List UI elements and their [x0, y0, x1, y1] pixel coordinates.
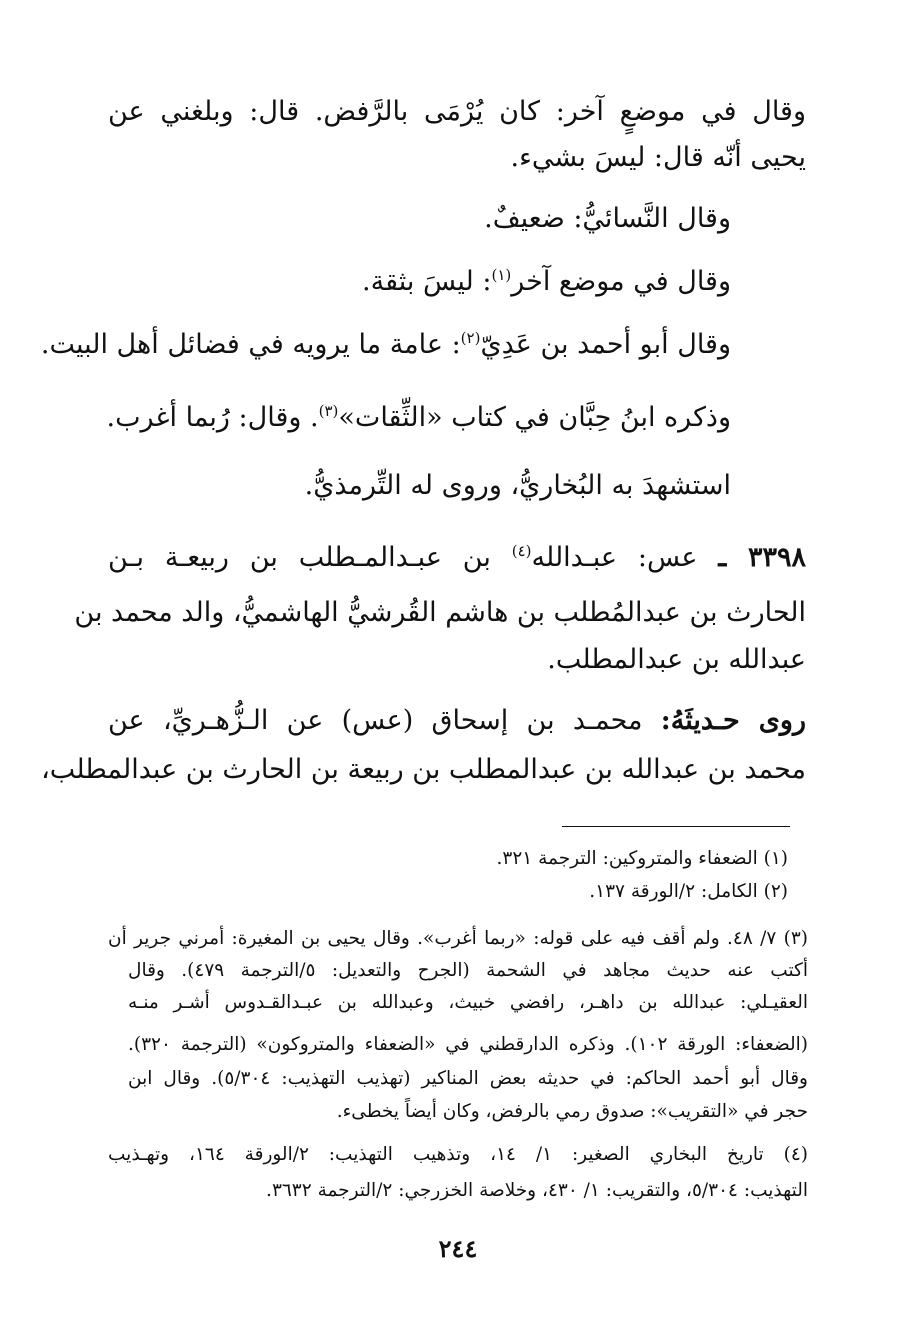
text-segment: . وقال: رُبما أغرب.: [106, 402, 319, 433]
text-segment: بن عبـدالمـطلب بن ربيعـة بـن: [108, 542, 491, 573]
footnote-marker: (١): [491, 266, 512, 284]
footnote-2: (٢) الكامل: ٢/الورقة ١٣٧.: [589, 881, 788, 902]
text-segment: وقال في موضع آخر: [511, 266, 731, 297]
footnote-1: (١) الضعفاء والمتروكين: الترجمة ٣٢١.: [496, 848, 788, 869]
footnote-3: (٣) ٧/ ٤٨. ولم أقف فيه على قوله: «ربما أغرب». وقال يحيى بن المغيرة: أمرني جرير أن: [108, 928, 808, 949]
footnote-4-cont: التهذيب: ٥/٣٠٤، والتقريب: ١/ ٤٣٠، وخلاصة الخزرجي: ٢/الترجمة ٣٦٣٢.: [266, 1180, 808, 1201]
footnote-3-cont: وقال أبو أحمد الحاكم: في حديثه بعض المناكير (تهذيب التهذيب: ٥/٣٠٤). وقال ابن: [128, 1068, 808, 1089]
footnote-4: (٤) تاريخ البخاري الصغير: ١/ ١٤، وتذهيب التهذيب: ٢/الورقة ١٦٤، وتهـذيب: [108, 1144, 808, 1165]
text-segment: : ليسَ بثقة.: [362, 266, 492, 297]
text-line: محمد بن عبدالله بن عبدالمطلب بن ربيعة بن الحارث بن عبدالمطلب،: [41, 754, 806, 785]
text-segment: وذكره ابنُ حِبَّان في كتاب «الثِّقات»: [338, 402, 731, 433]
text-line: [108, 701, 806, 741]
text-line: وقال في موضعٍ آخر: كان يُرْمَى بالرَّفض. قال: وبلغني عن: [108, 96, 806, 127]
footnote-marker: (٤): [511, 542, 532, 560]
text-segment: : عامة ما يرويه في فضائل أهل البيت.: [40, 329, 461, 360]
footnote-marker: (٣): [318, 402, 339, 420]
text-line: استشهدَ به البُخاريُّ، وروى له التِّرمذيُّ.: [304, 470, 731, 501]
text-segment: وقال أبو أحمد بن عَدِيّ: [480, 329, 731, 360]
page-number: ٢٤٤: [438, 1234, 478, 1263]
footnote-3-cont: (الضعفاء: الورقة ١٠٢). وذكره الدارقطني في «الضعفاء والمتروكون» (الترجمة ٣٢٠).: [128, 1034, 808, 1055]
text-line: [41, 325, 731, 365]
footnote-3-cont: العقيـلي: عبدالله بن داهـر، رافضي خبيث، وعبدالله بن عبـدالقـدوس أشـر منـه: [128, 992, 808, 1013]
text-line: [106, 398, 731, 438]
text-line: الحارث بن عبدالمُطلب بن هاشم القُرشيُّ الهاشميُّ، والد محمد بن: [74, 597, 806, 628]
text-line: وقال النَّسائيُّ: ضعيفٌ.: [484, 203, 731, 234]
footnote-separator: [562, 826, 790, 827]
narration-label: روى حـديثَهُ:: [660, 705, 806, 736]
footnote-marker: (٢): [460, 329, 481, 347]
text-segment: محمـد بن إسحاق (عس) عن الـزُّهـريِّ، عن: [108, 705, 643, 736]
text-line: [362, 262, 731, 302]
text-line: يحيى أنّه قال: ليسَ بشيء.: [510, 142, 806, 173]
text-segment: عس: عبـدالله: [531, 542, 698, 573]
entry-heading-line: [108, 538, 806, 578]
footnote-3-cont: حجر في «التقريب»: صدوق رمي بالرفض، وكان أيضاً يخطىء.: [336, 1101, 808, 1122]
footnote-3-cont: أكتب عنه حديث مجاهد في الشحمة (الجرح والتعديل: ٥/الترجمة ٤٧٩). وقال: [128, 960, 808, 981]
entry-number: ٣٣٩٨ ـ: [718, 542, 806, 573]
text-line: عبدالله بن عبدالمطلب.: [547, 644, 806, 675]
